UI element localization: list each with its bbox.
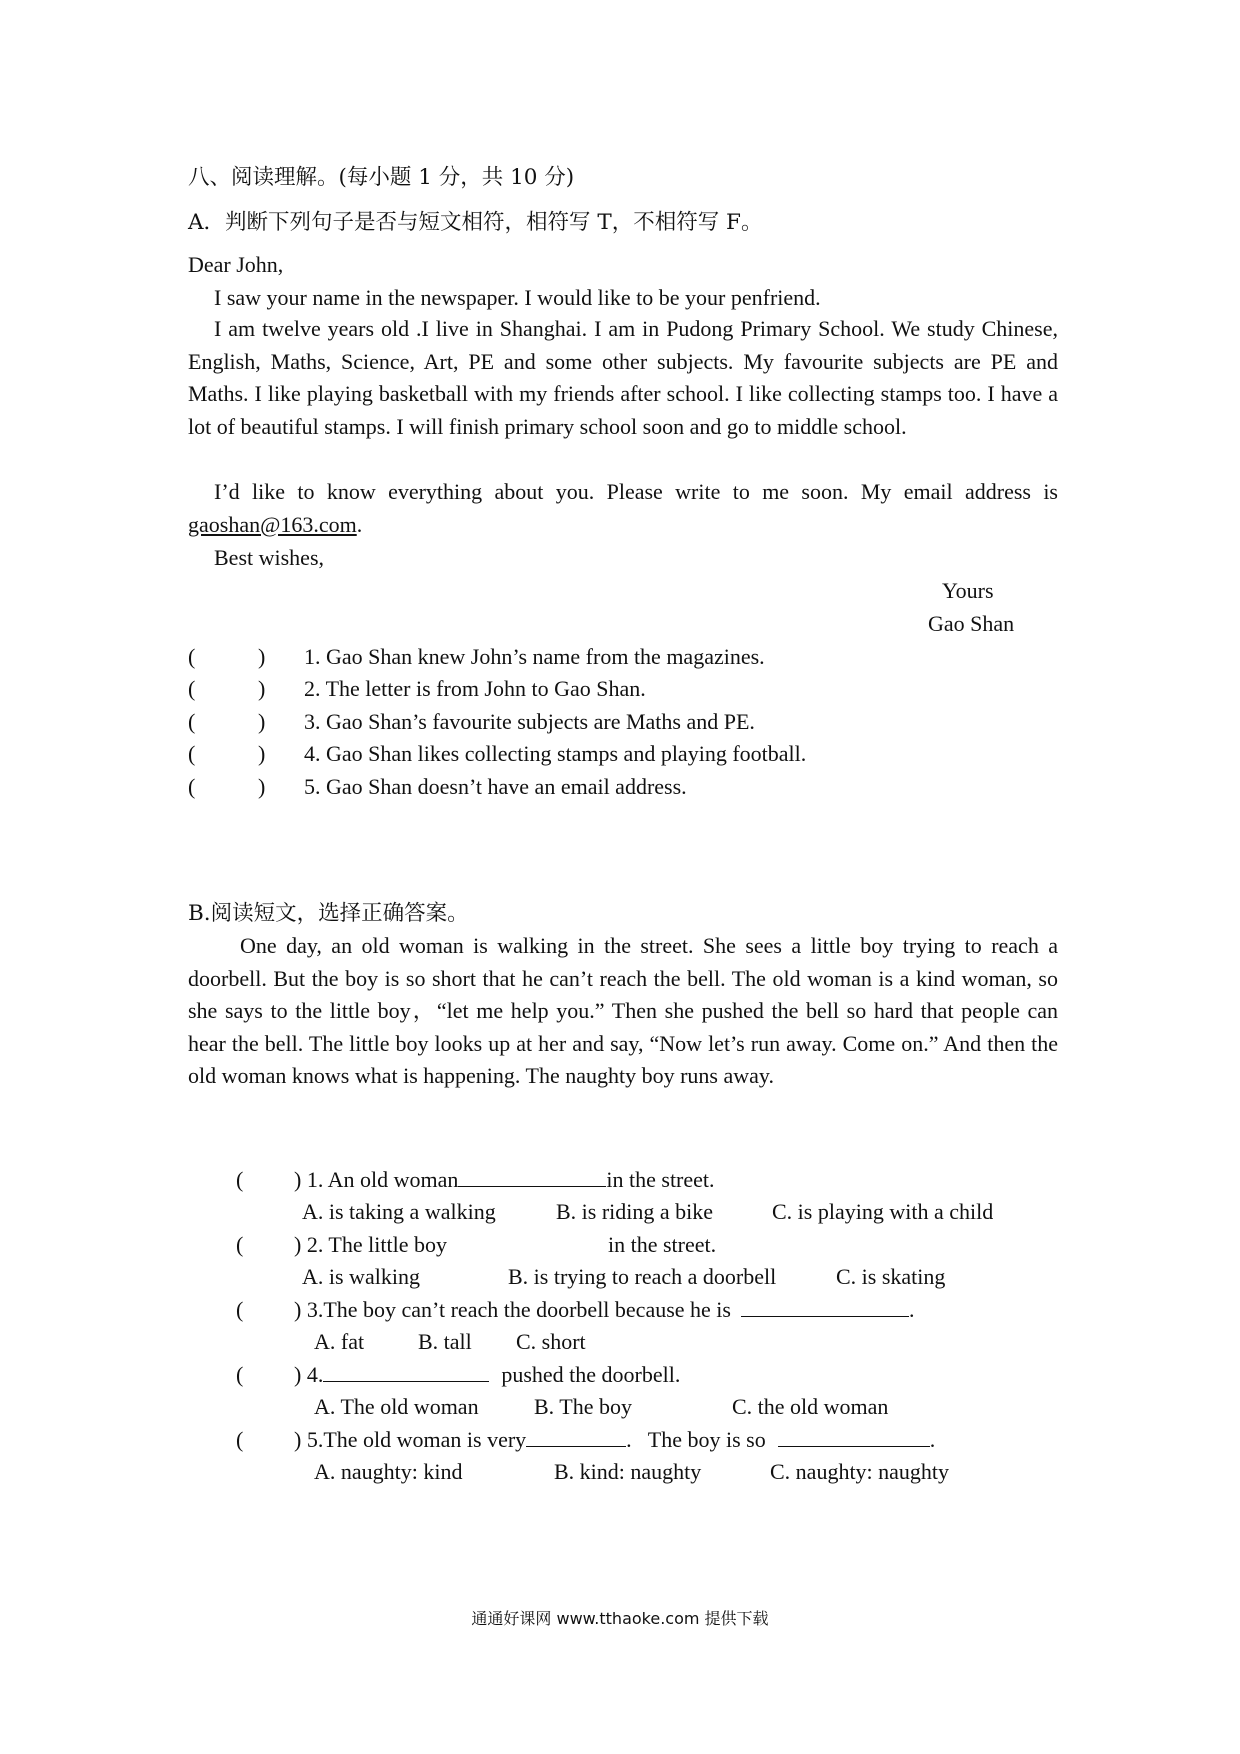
mc-q3-option-a: A. fat [314,1329,365,1354]
mc-q2-option-a: A. is walking [302,1264,420,1289]
mc-question-text-end: in the street. [606,1167,715,1192]
answer-bracket-close: ) [258,741,266,766]
answer-bracket-open: ( [188,709,196,734]
section-title: 八、阅读理解。(每小题 1 分，共 10 分) [188,165,575,190]
answer-blank[interactable] [526,1424,626,1447]
mc-question-5 [236,1423,1056,1456]
mc-question-2 [236,1228,1056,1261]
mc-q4-option-b: B. The boy [534,1394,632,1419]
mc-question-text: ) 5.The old woman is very [294,1427,527,1452]
answer-bracket-open: ( [236,1427,244,1452]
mc-question-text: ) 3.The boy can’t reach the doorbell because he is [294,1297,731,1322]
tf-question-text: 4. Gao Shan likes collecting stamps and playing football. [304,741,807,766]
tf-question-5 [188,770,1008,803]
mc-q2-option-b: B. is trying to reach a doorbell [508,1264,777,1289]
answer-bracket-open: ( [236,1232,244,1257]
letter-paragraph-3-text: I’d like to know everything about you. Please write to me soon. My email address is [214,479,1058,504]
mc-question-body [294,1423,935,1456]
answer-bracket-open: ( [236,1362,244,1387]
mc-question-body [294,1293,914,1326]
mc-q5-option-a: A. naughty: kind [314,1459,463,1484]
answer-blank[interactable] [741,1294,909,1317]
mc-question-4 [236,1358,1056,1391]
letter-paragraph-1: I saw your name in the newspaper. I would like to be your penfriend. [214,285,821,310]
mc-q3-option-c: C. short [516,1329,586,1354]
tf-question-text: 1. Gao Shan knew John’s name from the magazines. [304,644,765,669]
mc-question-text-mid: . The boy is so [626,1427,766,1452]
letter-paragraph-2-text: I am twelve years old .I live in Shanghai. I am in Pudong Primary School. We study Chinese, English, Maths, Science, Art, PE and some other subjects. My favourite subjects are PE and Maths. I like playing basketball with my friends after school. I like collecting stamps too. I have a lot of beautiful stamps. I will finish primary school soon and go to middle school. [188,316,1058,439]
part-a-instruction: A．判断下列句子是否与短文相符，相符写 T，不相符写 F。 [188,210,763,235]
tf-question-1 [188,640,1008,673]
mc-question-body [294,1163,715,1196]
tf-question-2 [188,672,1008,705]
mc-question-body [294,1228,716,1261]
answer-bracket-open: ( [188,676,196,701]
mc-q4-option-c: C. the old woman [732,1394,889,1419]
tf-question-text: 3. Gao Shan’s favourite subjects are Maths and PE. [304,709,755,734]
mc-question-text: ) 1. An old woman [294,1167,459,1192]
mc-question-text: ) 2. The little boy [294,1232,447,1257]
answer-blank[interactable] [323,1359,489,1382]
answer-blank[interactable] [778,1424,930,1447]
mc-question-text: ) 4. [294,1362,324,1387]
mc-question-text-end: . [908,1297,915,1322]
answer-bracket-open: ( [188,741,196,766]
answer-bracket-close: ) [258,774,266,799]
mc-q3-option-b: B. tall [418,1329,472,1354]
part-b-instruction: B.阅读短文，选择正确答案。 [188,901,469,926]
part-b-passage [188,930,1058,1093]
letter-closing: Best wishes, [214,545,324,570]
mc-q4-option-a: A. The old woman [314,1394,479,1419]
mc-q1-option-b: B. is riding a bike [556,1199,714,1224]
mc-q1-option-c: C. is playing with a child [772,1199,994,1224]
answer-bracket-close: ) [258,644,266,669]
letter-sign-yours: Yours [942,578,994,603]
mc-q1-option-a: A. is taking a walking [302,1199,496,1224]
answer-bracket-close: ) [258,709,266,734]
letter-paragraph-2 [188,313,1058,443]
answer-bracket-open: ( [188,644,196,669]
mc-q5-option-b: B. kind: naughty [554,1459,702,1484]
mc-question-text-end: pushed the doorbell. [501,1362,681,1387]
letter-sign-name: Gao Shan [928,611,1015,636]
answer-bracket-open: ( [188,774,196,799]
answer-bracket-close: ) [258,676,266,701]
part-b-passage-text: One day, an old woman is walking in the street. She sees a little boy trying to reach a doorbell. But the boy is so short that he can’t reach the bell. The old woman is a kind woman, so she says to the little boy，“let me help you.” Then she pushed the bell so hard that people can hear the bell. The little boy looks up at her and say, “Now let’s run away. Come on.” And then the old woman knows what is happening. The naughty boy runs away. [188,933,1058,1089]
email-link[interactable]: gaoshan@163.com [188,511,357,537]
mc-question-text-end: . [929,1427,936,1452]
tf-question-text: 5. Gao Shan doesn’t have an email address. [304,774,687,799]
answer-blank[interactable] [458,1164,606,1187]
letter-greeting: Dear John, [188,252,284,277]
tf-question-3 [188,705,1008,738]
answer-blank[interactable] [447,1229,608,1252]
page-footer: 通通好课网 www.tthaoke.com 提供下载 [471,1609,769,1628]
mc-q5-option-c: C. naughty: naughty [770,1459,950,1484]
mc-question-1 [236,1163,1056,1196]
tf-question-4 [188,737,1008,770]
tf-question-text: 2. The letter is from John to Gao Shan. [304,676,646,701]
mc-question-body [294,1358,680,1391]
mc-question-text-end: in the street. [607,1232,717,1257]
mc-question-3 [236,1293,1056,1326]
mc-q2-option-c: C. is skating [836,1264,946,1289]
letter-paragraph-3-end: . [356,511,363,537]
answer-bracket-open: ( [236,1167,244,1192]
answer-bracket-open: ( [236,1297,244,1322]
letter-paragraph-3 [188,476,1058,541]
